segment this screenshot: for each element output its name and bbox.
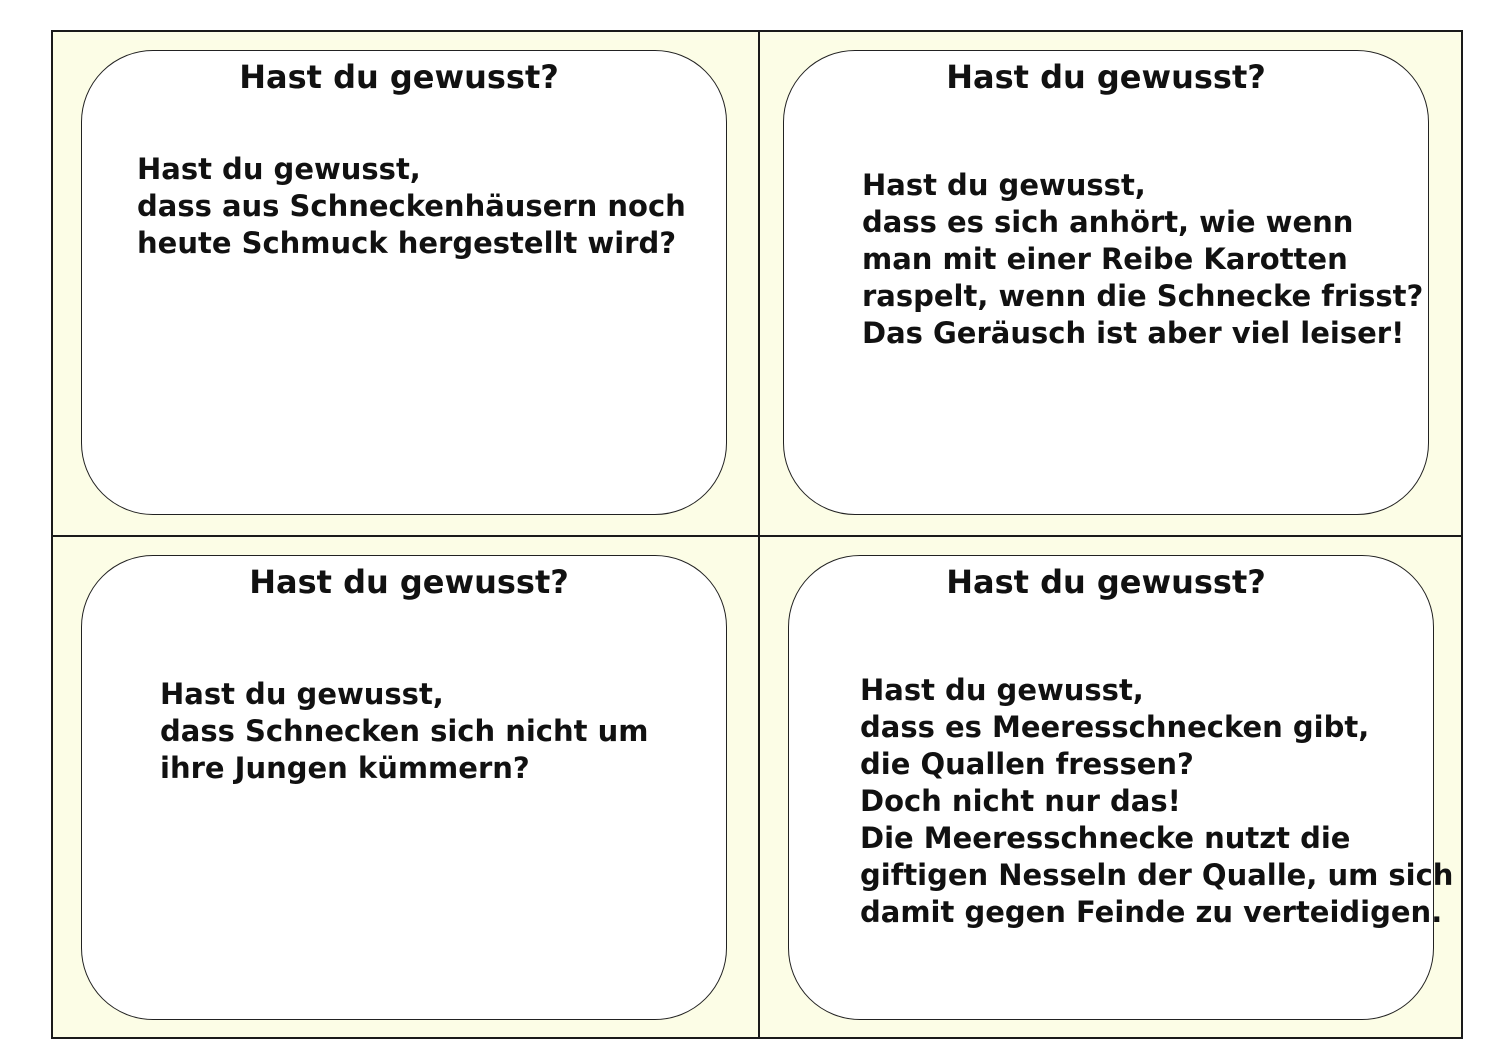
card-2-text: [862, 167, 1423, 352]
card-1-line: heute Schmuck hergestellt wird?: [137, 226, 677, 260]
card-3-line: dass Schnecken sich nicht um: [160, 714, 649, 748]
card-1-line: dass aus Schneckenhäusern noch: [137, 189, 686, 223]
card-3-text: [160, 676, 648, 787]
card-4-line: giftigen Nesseln der Qualle, um sich: [860, 858, 1454, 892]
card-4-line: dass es Meeresschnecken gibt,: [860, 710, 1370, 744]
card-3-title: Hast du gewusst?: [249, 563, 569, 601]
card-4-line: Die Meeresschnecke nutzt die: [860, 821, 1351, 855]
card-2-line: dass es sich anhört, wie wenn: [862, 205, 1354, 239]
card-3-line: Hast du gewusst,: [160, 677, 444, 711]
card-1-line: Hast du gewusst,: [137, 152, 421, 186]
card-3-line: ihre Jungen kümmern?: [160, 751, 530, 785]
card-4-line: Doch nicht nur das!: [860, 784, 1181, 818]
card-2-title: Hast du gewusst?: [946, 58, 1266, 96]
fact-card-1: [81, 50, 727, 515]
card-2-line: raspelt, wenn die Schnecke frisst?: [862, 279, 1424, 313]
card-4-text: [860, 672, 1453, 931]
card-2-line: Hast du gewusst,: [862, 168, 1146, 202]
card-2-line: Das Geräusch ist aber viel leiser!: [862, 316, 1405, 350]
card-2-line: man mit einer Reibe Karotten: [862, 242, 1348, 276]
card-1-title: Hast du gewusst?: [239, 58, 559, 96]
card-4-title: Hast du gewusst?: [946, 563, 1266, 601]
card-1-text: [137, 151, 686, 262]
fact-card-3: [81, 555, 727, 1020]
card-4-line: Hast du gewusst,: [860, 673, 1144, 707]
cut-line-horizontal: [53, 535, 1461, 537]
card-4-line: damit gegen Feinde zu verteidigen.: [860, 895, 1443, 929]
card-4-line: die Quallen fressen?: [860, 747, 1194, 781]
